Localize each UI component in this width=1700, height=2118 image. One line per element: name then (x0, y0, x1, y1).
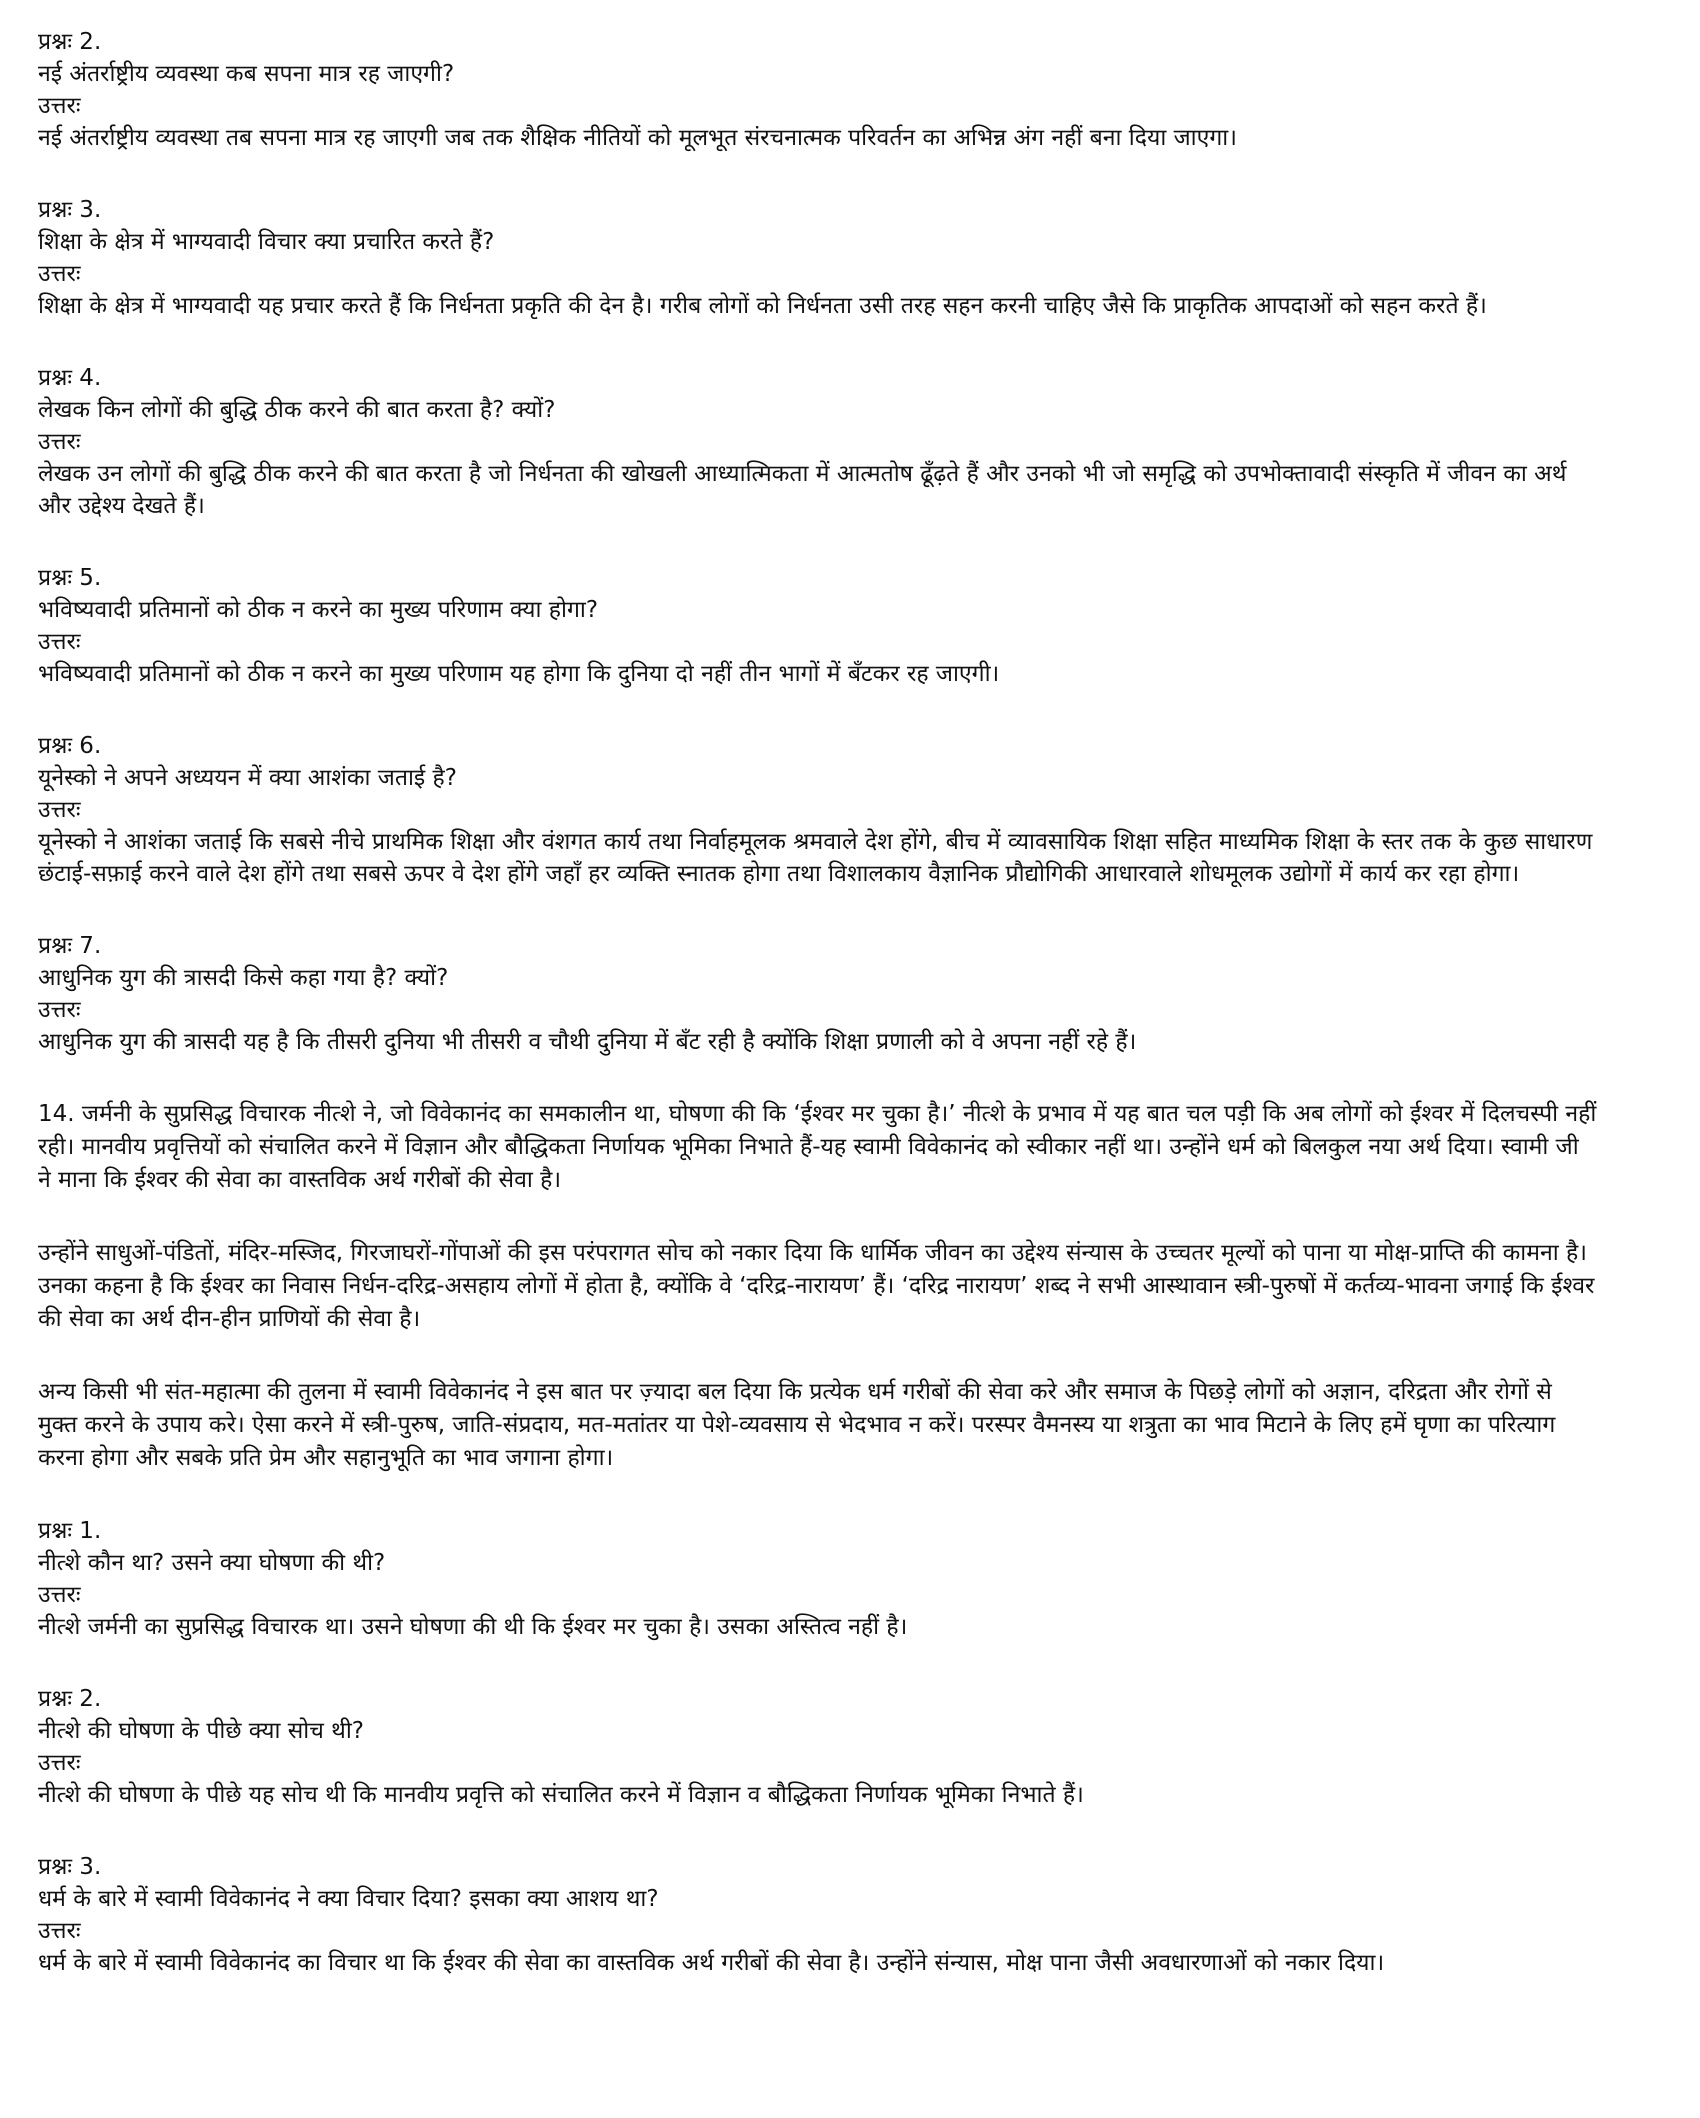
question-label: प्रश्नः 1. (38, 1518, 102, 1544)
answer-label: उत्तरः (38, 429, 81, 455)
question-text: शिक्षा के क्षेत्र में भाग्यवादी विचार क्या प्रचारित करते हैं? (38, 229, 495, 255)
qa-block (38, 1851, 1598, 1979)
answer-text: धर्म के बारे में स्वामी विवेकानंद का विचार था कि ईश्वर की सेवा का वास्तविक अर्थ गरीबों की सेवा है। उन्होंने संन्यास, मोक्ष पाना जैसी अवधारणाओं को नकार दिया। (38, 1950, 1385, 1976)
passage-paragraph: 14. जर्मनी के सुप्रसिद्ध विचारक नीत्शे ने, जो विवेकानंद का समकालीन था, घोषणा की कि ‘ईश्वर मर चुका है।’ नीत्शे के प्रभाव में यह बात चल पड़ी कि अब लोगों को ईश्वर में दिलचस्पी नहीं रही। मानवीय प्रवृत्तियों को संचालित करने में विज्ञान और बौद्धिकता निर्णायक भूमिका निभाते हैं-यह स्वामी विवेकानंद को स्वीकार नहीं था। उन्होंने धर्म को बिलकुल नया अर्थ दिया। स्वामी जी ने माना कि ईश्वर की सेवा का वास्तविक अर्थ गरीबों की सेवा है। (38, 1101, 1597, 1193)
question-text: भविष्यवादी प्रतिमानों को ठीक न करने का मुख्य परिणाम क्या होगा? (38, 597, 599, 623)
answer-label: उत्तरः (38, 1582, 81, 1608)
qa-block (38, 562, 1598, 690)
qa-block (38, 930, 1598, 1058)
answer-text: नीत्शे की घोषणा के पीछे यह सोच थी कि मानवीय प्रवृत्ति को संचालित करने में विज्ञान व बौद्धिकता निर्णायक भूमिका निभाते हैं। (38, 1782, 1084, 1808)
passage-paragraph: उन्होंने साधुओं-पंडितों, मंदिर-मस्जिद, गिरजाघरों-गोंपाओं की इस परंपरागत सोच को नकार दिया कि धार्मिक जीवन का उद्देश्य संन्यास के उच्चतर मूल्यों को पाना या मोक्ष-प्राप्ति की कामना है। उनका कहना है कि ईश्वर का निवास निर्धन-दरिद्र-असहाय लोगों में होता है, क्योंकि वे ‘दरिद्र-नारायण’ हैं। ‘दरिद्र नारायण’ शब्द ने सभी आस्थावान स्त्री-पुरुषों में कर्तव्य-भावना जगाई कि ईश्वर की सेवा का अर्थ दीन-हीन प्राणियों की सेवा है। (38, 1240, 1595, 1332)
question-text: नई अंतर्राष्ट्रीय व्यवस्था कब सपना मात्र रह जाएगी? (38, 61, 455, 87)
answer-label: उत्तरः (38, 1750, 81, 1776)
question-label: प्रश्नः 7. (38, 933, 102, 959)
answer-label: उत्तरः (38, 797, 81, 823)
qa-block (38, 362, 1598, 522)
answer-label: उत्तरः (38, 93, 81, 119)
qa-block (38, 194, 1598, 322)
question-label: प्रश्नः 6. (38, 733, 102, 759)
question-label: प्रश्नः 2. (38, 29, 102, 55)
answer-text: लेखक उन लोगों की बुद्धि ठीक करने की बात करता है जो निर्धनता की खोखली आध्यात्मिकता में आत्मतोष ढूँढ़ते हैं और उनको भी जो समृद्धि को उपभोक्तावादी संस्कृति में जीवन का अर्थ और उद्देश्य देखते हैं। (38, 461, 1567, 519)
answer-label: उत्तरः (38, 261, 81, 287)
passage-paragraph: अन्य किसी भी संत-महात्मा की तुलना में स्वामी विवेकानंद ने इस बात पर ज़्यादा बल दिया कि प्रत्येक धर्म गरीबों की सेवा करे और समाज के पिछड़े लोगों को अज्ञान, दरिद्रता और रोगों से मुक्त करने के उपाय करे। ऐसा करने में स्त्री-पुरुष, जाति-संप्रदाय, मत-मतांतर या पेशे-व्यवसाय से भेदभाव न करें। परस्पर वैमनस्य या शत्रुता का भाव मिटाने के लिए हमें घृणा का परित्याग करना होगा और सबके प्रति प्रेम और सहानुभूति का भाव जगाना होगा। (38, 1379, 1556, 1471)
answer-text: नई अंतर्राष्ट्रीय व्यवस्था तब सपना मात्र रह जाएगी जब तक शैक्षिक नीतियों को मूलभूत संरचनात्मक परिवर्तन का अभिन्न अंग नहीं बना दिया जाएगा। (38, 125, 1237, 151)
question-label: प्रश्नः 5. (38, 565, 102, 591)
question-text: धर्म के बारे में स्वामी विवेकानंद ने क्या विचार दिया? इसका क्या आशय था? (38, 1886, 659, 1912)
answer-label: उत्तरः (38, 1918, 81, 1944)
qa-block (38, 1515, 1598, 1643)
qa-block (38, 26, 1598, 154)
question-text: लेखक किन लोगों की बुद्धि ठीक करने की बात करता है? क्यों? (38, 397, 556, 423)
answer-text: भविष्यवादी प्रतिमानों को ठीक न करने का मुख्य परिणाम यह होगा कि दुनिया दो नहीं तीन भागों में बँटकर रह जाएगी। (38, 661, 1000, 687)
question-label: प्रश्नः 3. (38, 1854, 102, 1880)
question-label: प्रश्नः 4. (38, 365, 102, 391)
qa-block (38, 1683, 1598, 1811)
answer-label: उत्तरः (38, 629, 81, 655)
answer-label: उत्तरः (38, 997, 81, 1023)
question-text: नीत्शे की घोषणा के पीछे क्या सोच थी? (38, 1718, 364, 1744)
answer-text: आधुनिक युग की त्रासदी यह है कि तीसरी दुनिया भी तीसरी व चौथी दुनिया में बँट रही है क्योंकि शिक्षा प्रणाली को वे अपना नहीं रहे हैं। (38, 1029, 1137, 1055)
question-text: यूनेस्को ने अपने अध्ययन में क्या आशंका जताई है? (38, 765, 457, 791)
question-text: नीत्शे कौन था? उसने क्या घोषणा की थी? (38, 1550, 386, 1576)
question-text: आधुनिक युग की त्रासदी किसे कहा गया है? क्यों? (38, 965, 449, 991)
question-label: प्रश्नः 2. (38, 1686, 102, 1712)
question-label: प्रश्नः 3. (38, 197, 102, 223)
answer-text: यूनेस्को ने आशंका जताई कि सबसे नीचे प्राथमिक शिक्षा और वंशगत कार्य तथा निर्वाहमूलक श्रमवाले देश होंगे, बीच में व्यावसायिक शिक्षा सहित माध्यमिक शिक्षा के स्तर तक के कुछ साधारण छंटाई-सफ़ाई करने वाले देश होंगे तथा सबसे ऊपर वे देश होंगे जहाँ हर व्यक्ति स्नातक होगा तथा विशालकाय वैज्ञानिक प्रौद्योगिकी आधारवाले शोधमूलक उद्योगों में कार्य कर रहा होगा। (38, 829, 1593, 887)
qa-block (38, 730, 1598, 890)
answer-text: शिक्षा के क्षेत्र में भाग्यवादी यह प्रचार करते हैं कि निर्धनता प्रकृति की देन है। गरीब लोगों को निर्धनता उसी तरह सहन करनी चाहिए जैसे कि प्राकृतिक आपदाओं को सहन करते हैं। (38, 293, 1487, 319)
answer-text: नीत्शे जर्मनी का सुप्रसिद्ध विचारक था। उसने घोषणा की थी कि ईश्वर मर चुका है। उसका अस्तित्व नहीं है। (38, 1614, 908, 1640)
